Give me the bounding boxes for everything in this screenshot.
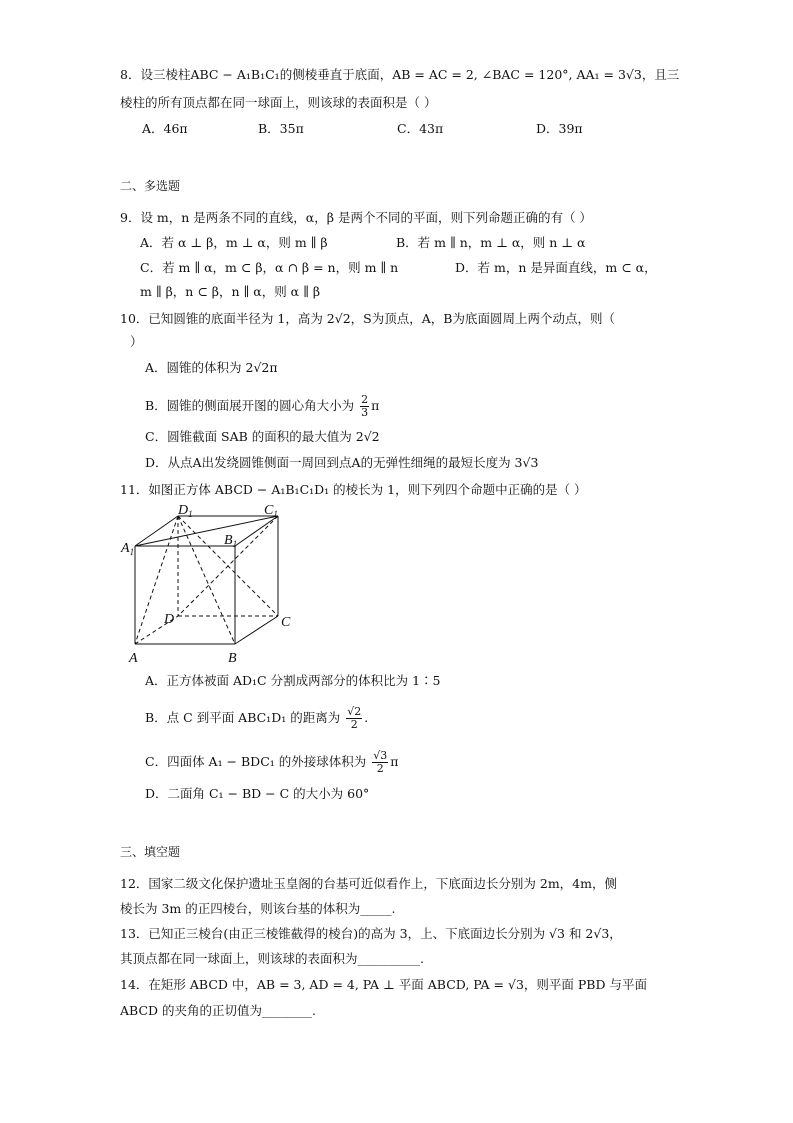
q10-option-d: D．从点A出发绕圆锥侧面一周回到点A的无弹性细绳的最短长度为 3√3	[145, 455, 539, 470]
label-c1: $C_1$	[264, 503, 278, 519]
fraction	[346, 706, 362, 731]
label-b1: $B_1$	[224, 533, 238, 549]
q13-line2: 其顶点都在同一球面上，则该球的表面积为__________.	[120, 951, 424, 966]
q9-option-a: A．若 α ⊥ β，m ⊥ α，则 m ∥ β	[140, 235, 328, 250]
fraction	[372, 750, 388, 775]
section-multi-choice-heading: 二、多选题	[120, 179, 181, 193]
q9-option-d-cont: m ∥ β，n ⊂ β，n ∥ α，则 α ∥ β	[140, 284, 321, 299]
q8-option-b: B．35π	[258, 121, 304, 136]
q11-option-a: A．正方体被面 AD₁C 分割成两部分的体积比为 1∶5	[145, 673, 441, 688]
q9-option-c: C．若 m ∥ α，m ⊂ β，α ∩ β = n，则 m ∥ n	[140, 260, 399, 275]
fraction-denominator: 2	[376, 762, 384, 775]
q11-option-d: D．二面角 C₁ − BD − C 的大小为 60°	[145, 786, 370, 801]
q11-option-c-text: C．四面体 A₁ − BDC₁ 的外接球体积为	[145, 754, 367, 769]
q11-option-c-suffix: π	[390, 754, 399, 769]
q10-option-b	[145, 394, 379, 419]
q10-option-a: A．圆锥的体积为 2√2π	[145, 360, 278, 375]
fraction-denominator: 3	[361, 406, 369, 419]
q10-line2: ）	[130, 334, 143, 349]
q11-option-c	[145, 750, 398, 775]
q11-option-b-suffix: .	[364, 710, 369, 725]
q8-line1: 8．设三棱柱ABC − A₁B₁C₁的侧棱垂直于底面，AB = AC = 2, ∠BAC = 120°, AA₁ = 3√3，且三	[120, 67, 680, 82]
edge-b-c	[235, 616, 278, 644]
label-a1: $A_1$	[121, 541, 135, 557]
q8-line2: 棱柱的所有顶点都在同一球面上，则该球的表面积是（ ）	[120, 95, 437, 110]
q13-line1: 13．已知正三棱台(由正三棱锥截得的棱台)的高为 3，上、下底面边长分别为 √3 和 2√3，	[120, 926, 622, 941]
q14-line1: 14．在矩形 ABCD 中，AB = 3, AD = 4, PA ⊥ 平面 ABCD, PA = √3，则平面 PBD 与平面	[120, 977, 647, 992]
q11-option-b	[145, 706, 368, 731]
q11-option-b-text: B．点 C 到平面 ABC₁D₁ 的距离为	[145, 710, 341, 725]
label-d1: $D_1$	[178, 503, 193, 519]
fraction-numerator: √3	[373, 749, 388, 762]
fraction-numerator: 2	[361, 393, 369, 406]
section-fill-blank-heading: 三、填空题	[120, 845, 181, 859]
q10-option-c: C．圆锥截面 SAB 的面积的最大值为 2√2	[145, 429, 380, 444]
q10-line1: 10．已知圆锥的底面半径为 1，高为 2√2，S为顶点，A，B为底面圆周上两个动点，则（	[120, 311, 615, 326]
q9-line1: 9．设 m，n 是两条不同的直线，α，β 是两个不同的平面，则下列命题正确的有（ ）	[120, 210, 592, 225]
cube-figure	[120, 502, 300, 670]
label-a: A	[129, 651, 138, 666]
label-b: B	[228, 651, 237, 666]
q12-line2: 棱长为 3m 的正四棱台，则该台基的体积为_____.	[120, 901, 396, 916]
q12-line1: 12．国家二级文化保护遗址玉皇阁的台基可近似看作上，下底面边长分别为 2m，4m，侧	[120, 876, 617, 891]
q10-option-b-suffix: π	[371, 398, 380, 413]
q10-option-b-text: B．圆锥的侧面展开图的圆心角大小为	[145, 398, 355, 413]
q8-option-d: D．39π	[536, 121, 583, 136]
q9-option-b: B．若 m ∥ n，m ⊥ α，则 n ⊥ α	[396, 235, 586, 250]
fraction	[360, 394, 369, 419]
label-d: D	[164, 612, 175, 627]
fraction-denominator: 2	[350, 718, 358, 731]
q14-line2: ABCD 的夹角的正切值为________.	[120, 1003, 316, 1018]
q11-line1: 11．如图正方体 ABCD − A₁B₁C₁D₁ 的棱长为 1，则下列四个命题中正确的是（ ）	[120, 482, 587, 497]
q8-option-c: C．43π	[397, 121, 444, 136]
fraction-numerator: √2	[347, 705, 362, 718]
label-c: C	[281, 615, 291, 630]
q8-option-a: A．46π	[142, 121, 188, 136]
q9-option-d: D．若 m，n 是异面直线，m ⊂ α，	[455, 260, 657, 275]
